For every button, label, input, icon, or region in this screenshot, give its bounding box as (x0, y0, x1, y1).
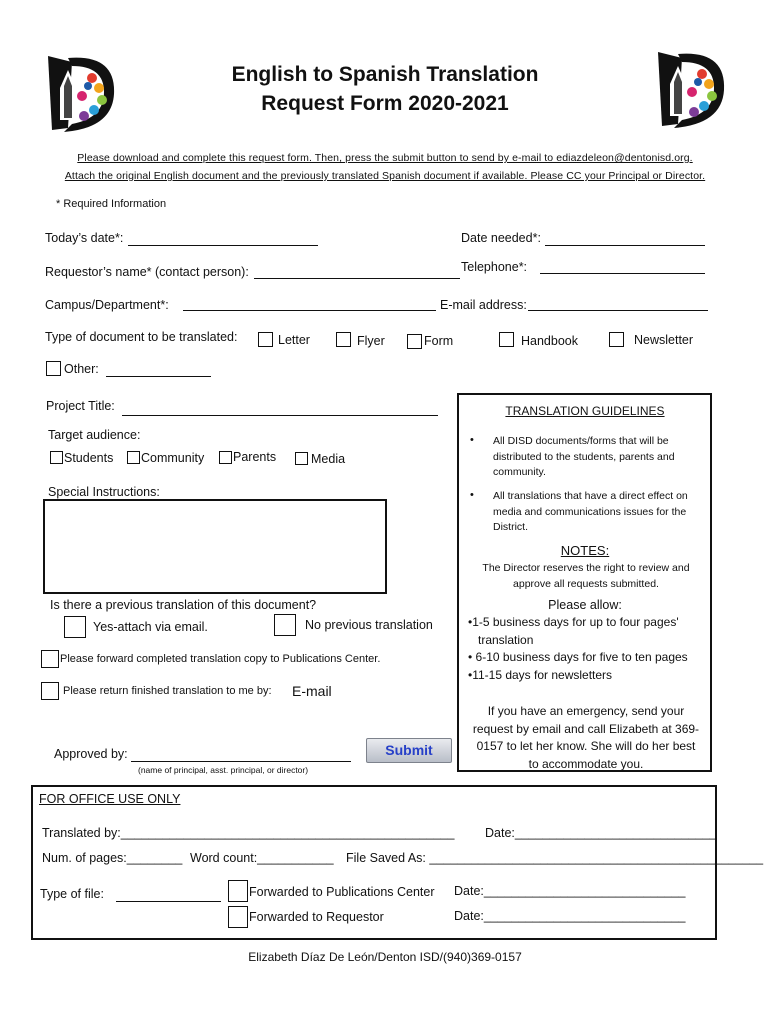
previous-no-label: No previous translation (305, 618, 433, 632)
media-checkbox[interactable] (295, 452, 308, 465)
type-of-file-label: Type of file: (40, 887, 104, 901)
other-checkbox[interactable] (46, 361, 61, 376)
community-checkbox[interactable] (127, 451, 140, 464)
forwarded-req-label: Forwarded to Requestor (249, 910, 384, 924)
notes-text: The Director reserves the right to review and approve all requests submitted. (482, 562, 690, 590)
return-to-me-label: Please return finished translation to me by: (63, 685, 272, 697)
intro-line-2: Attach the original English document and the previously translated Spanish document if available. Please CC your Principal or Director. (64, 170, 706, 182)
telephone-label: Telephone*: (461, 260, 528, 274)
form-checkbox[interactable] (407, 334, 422, 349)
parents-checkbox[interactable] (219, 451, 232, 464)
form-label: Form (424, 334, 454, 348)
word-count: Word count:___________ (190, 851, 334, 865)
telephone-field[interactable] (540, 273, 705, 274)
parents-label: Parents (233, 450, 277, 464)
previous-translation-question: Is there a previous translation of this document? (50, 598, 317, 612)
approver-hint: (name of principal, asst. principal, or director) (138, 765, 309, 775)
allow-item-2: • 6-10 business days for five to ten pages (468, 650, 688, 664)
other-field[interactable] (106, 376, 211, 377)
flyer-label: Flyer (357, 334, 385, 348)
date-needed-label: Date needed*: (461, 231, 541, 245)
required-note: * Required Information (56, 198, 167, 210)
special-instructions-label: Special Instructions: (48, 485, 160, 499)
forward-copy-checkbox[interactable] (41, 650, 59, 668)
allow-list (468, 614, 706, 684)
return-method-select[interactable]: E-mail (292, 683, 332, 699)
campus-field[interactable] (183, 310, 436, 311)
title-line-2: Request Form 2020-2021 (261, 92, 509, 115)
forwarded-pub-label: Forwarded to Publications Center (249, 885, 435, 899)
handbook-label: Handbook (521, 334, 578, 348)
type-of-file-field[interactable] (116, 901, 221, 902)
forwarded-pub-checkbox[interactable] (228, 880, 248, 902)
title-line-1: English to Spanish Translation (231, 63, 539, 86)
doc-type-label: Type of document to be translated: (45, 330, 238, 344)
email-label: E-mail address: (440, 298, 527, 312)
newsletter-label: Newsletter (634, 333, 694, 347)
students-checkbox[interactable] (50, 451, 63, 464)
submit-button[interactable]: Submit (366, 738, 452, 763)
office-date-1: Date:_____________________________ (485, 826, 717, 840)
previous-yes-checkbox[interactable] (64, 616, 86, 638)
forward-copy-label: Please forward completed translation copy to Publications Center. (60, 653, 381, 665)
return-to-me-checkbox[interactable] (41, 682, 59, 700)
requestor-label: Requestor’s name* (contact person): (45, 265, 249, 279)
form-title (0, 60, 770, 118)
letter-label: Letter (278, 333, 310, 347)
office-date-3: Date:_____________________________ (454, 909, 686, 923)
emergency-note: If you have an emergency, send your request by email and call Elizabeth at 369-0157 to let her know. She will do her best to accommodate you. (472, 704, 700, 771)
previous-yes-label: Yes-attach via email. (93, 620, 208, 634)
allow-item-1: •1-5 business days for up to four pages' translation (468, 615, 679, 647)
other-label: Other: (64, 362, 99, 376)
requestor-field[interactable] (254, 278, 460, 279)
project-title-field[interactable] (122, 415, 438, 416)
special-instructions-textarea[interactable] (43, 499, 387, 594)
allow-title: Please allow: (548, 598, 622, 612)
footer-contact: Elizabeth Díaz De León/Denton ISD/(940)369-0157 (248, 950, 522, 964)
approved-by-label: Approved by: (54, 747, 128, 761)
newsletter-checkbox[interactable] (609, 332, 624, 347)
forwarded-req-checkbox[interactable] (228, 906, 248, 928)
campus-label: Campus/Department*: (45, 298, 169, 312)
bullet-2-dot: • (470, 489, 474, 501)
students-label: Students (64, 451, 114, 465)
bullet-1-dot: • (470, 434, 474, 446)
num-pages: Num. of pages:________ (42, 851, 183, 865)
email-field[interactable] (528, 310, 708, 311)
intro-line-1: Please download and complete this request form. Then, press the submit button to send by e-mail to ediazdeleon@dentonisd.org. (77, 152, 693, 164)
translated-by: Translated by:________________________________________________ (42, 826, 455, 840)
letter-checkbox[interactable] (258, 332, 273, 347)
previous-no-checkbox[interactable] (274, 614, 296, 636)
office-use-title: FOR OFFICE USE ONLY (39, 792, 181, 806)
guidelines-title: TRANSLATION GUIDELINES (505, 404, 665, 418)
notes-title: NOTES: (560, 543, 610, 558)
guideline-bullet-1: All DISD documents/forms that will be distributed to the students, parents and community. (493, 435, 675, 478)
todays-date-label: Today’s date*: (45, 231, 124, 245)
target-audience-label: Target audience: (48, 428, 141, 442)
office-date-2: Date:_____________________________ (454, 884, 686, 898)
approved-by-field[interactable] (131, 761, 351, 762)
handbook-checkbox[interactable] (499, 332, 514, 347)
todays-date-field[interactable] (128, 245, 318, 246)
flyer-checkbox[interactable] (336, 332, 351, 347)
date-needed-field[interactable] (545, 245, 705, 246)
guideline-bullet-2: All translations that have a direct effect on media and communications issues for the District. (493, 490, 688, 533)
media-label: Media (311, 452, 346, 466)
file-saved-as: File Saved As: ________________________________________________ (346, 851, 764, 865)
project-title-label: Project Title: (46, 399, 115, 413)
community-label: Community (141, 451, 205, 465)
allow-item-3: •11-15 days for newsletters (468, 667, 613, 682)
